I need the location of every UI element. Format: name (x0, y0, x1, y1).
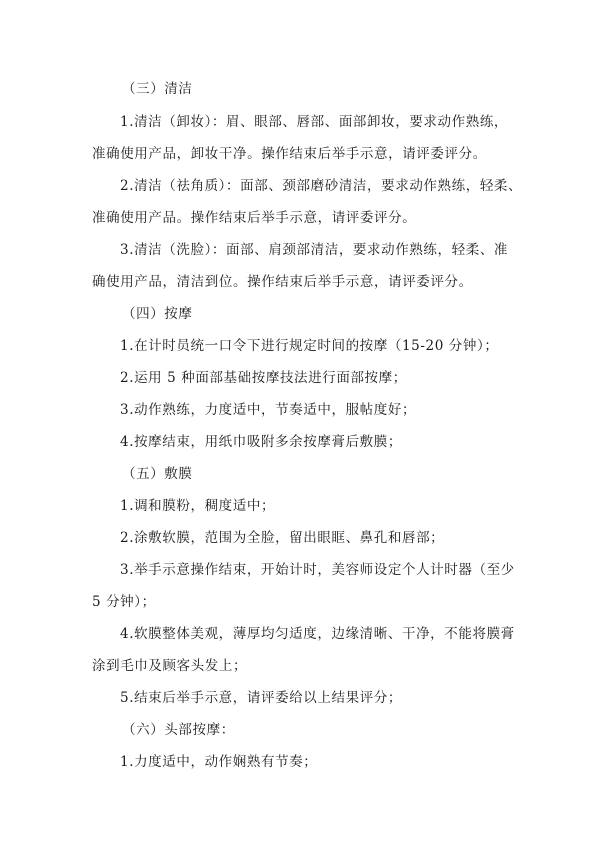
cleansing-item-3-line-2: 确使用产品，清洁到位。操作结束后举手示意，请评委评分。 (92, 274, 473, 290)
cleansing-item-1-line-2: 准确使用产品，卸妆干净。操作结束后举手示意，请评委评分。 (92, 146, 487, 162)
massage-item-3: 3.动作熟练，力度适中，节奏适中，服帖度好； (120, 402, 417, 418)
mask-item-2: 2.涂敷软膜，范围为全脸，留出眼眶、鼻孔和唇部； (120, 530, 445, 546)
cleansing-item-1-line-1: 1.清洁（卸妆）：眉、眼部、唇部、面部卸妆，要求动作熟练， (120, 114, 509, 130)
massage-item-1: 1.在计时员统一口令下进行规定时间的按摩（15-20 分钟）； (120, 338, 499, 354)
section-heading-massage: （四）按摩 (122, 306, 193, 322)
cleansing-item-2-line-1: 2.清洁（祛角质）：面部、颈部磨砂清洁，要求动作熟练，轻柔、 (120, 178, 523, 194)
mask-item-3-line-1: 3.举手示意操作结束，开始计时，美容师设定个人计时器（至少 (120, 562, 515, 578)
massage-item-4: 4.按摩结束，用纸巾吸附多余按摩膏后敷膜； (120, 434, 402, 450)
cleansing-item-3-line-1: 3.清洁（洗脸）：面部、肩颈部清洁，要求动作熟练，轻柔、准 (120, 242, 509, 258)
mask-item-3-line-2: 5 分钟）； (92, 594, 156, 610)
section-heading-cleansing: （三）清洁 (122, 81, 193, 97)
mask-item-4-line-2: 涂到毛巾及顾客头发上； (92, 658, 248, 674)
cleansing-item-2-line-2: 准确使用产品。操作结束后举手示意，请评委评分。 (92, 210, 417, 226)
section-heading-mask: （五）敷膜 (122, 466, 193, 482)
mask-item-5: 5.结束后举手示意，请评委给以上结果评分； (120, 690, 402, 706)
section-heading-head-massage: （六）头部按摩： (122, 722, 235, 738)
head-massage-item-1: 1.力度适中，动作娴熟有节奏； (120, 754, 318, 770)
mask-item-4-line-1: 4.软膜整体美观，薄厚均匀适度，边缘清晰、干净，不能将膜膏 (120, 626, 515, 642)
massage-item-2: 2.运用 5 种面部基础按摩技法进行面部按摩； (120, 370, 407, 386)
mask-item-1: 1.调和膜粉，稠度适中； (120, 498, 276, 514)
